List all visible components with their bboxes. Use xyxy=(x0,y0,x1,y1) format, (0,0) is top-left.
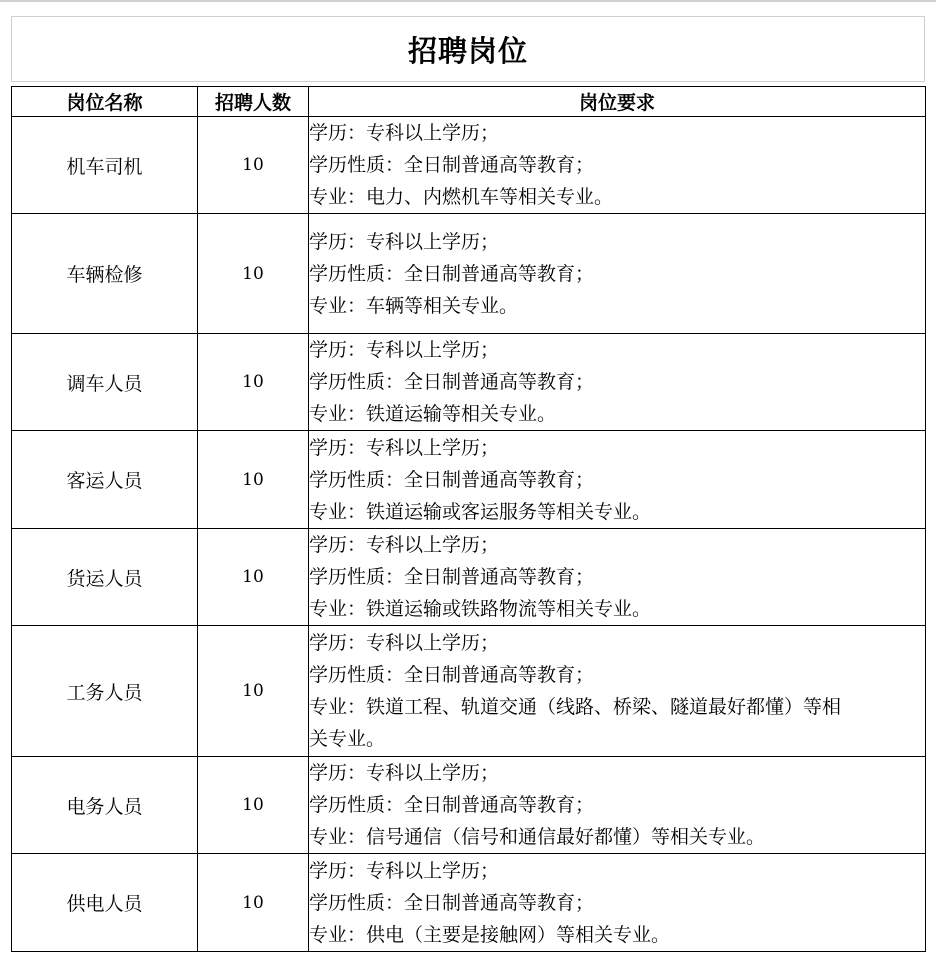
requirement-line: 学历：专科以上学历； xyxy=(309,339,500,361)
headcount-cell: 10 xyxy=(198,854,309,952)
position-name-cell: 客运人员 xyxy=(12,431,198,529)
requirement-line: 专业：铁道运输等相关专业。 xyxy=(309,403,557,425)
table-row xyxy=(12,117,926,214)
header-requirements: 岗位要求 xyxy=(309,87,926,117)
table-row xyxy=(12,626,926,757)
table-row xyxy=(12,334,926,431)
table-row xyxy=(12,854,926,952)
requirement-line: 学历：专科以上学历； xyxy=(309,534,500,556)
header-position-name: 岗位名称 xyxy=(12,87,198,117)
position-name-cell: 电务人员 xyxy=(12,757,198,854)
requirement-line: 专业：铁道运输或铁路物流等相关专业。 xyxy=(309,598,652,620)
requirement-line: 专业：信号通信（信号和通信最好都懂）等相关专业。 xyxy=(309,826,766,848)
requirement-line: 学历性质：全日制普通高等教育； xyxy=(309,154,595,176)
requirement-line: 学历性质：全日制普通高等教育； xyxy=(309,891,595,914)
position-name-cell: 货运人员 xyxy=(12,529,198,626)
page-title: 招聘岗位 xyxy=(407,33,528,68)
headcount-cell: 10 xyxy=(198,529,309,626)
requirement-line: 学历性质：全日制普通高等教育； xyxy=(309,262,595,285)
requirement-line: 专业：铁道工程、轨道交通（线路、桥梁、隧道最好都懂）等相 xyxy=(309,696,842,718)
position-name-cell: 调车人员 xyxy=(12,334,198,431)
headcount-cell: 10 xyxy=(198,117,309,214)
position-name-cell: 车辆检修 xyxy=(12,214,198,334)
recruitment-table xyxy=(11,86,926,952)
requirements-cell xyxy=(309,757,926,854)
title-cell xyxy=(11,16,925,82)
requirement-line: 学历：专科以上学历； xyxy=(309,230,500,253)
table-row xyxy=(12,757,926,854)
requirement-line: 学历：专科以上学历； xyxy=(309,632,500,654)
requirement-line: 学历性质：全日制普通高等教育； xyxy=(309,566,595,588)
requirement-line: 学历：专科以上学历； xyxy=(309,762,500,784)
requirement-line: 关专业。 xyxy=(309,728,386,750)
requirement-line: 专业：车辆等相关专业。 xyxy=(309,294,519,317)
headcount-cell: 10 xyxy=(198,626,309,757)
requirements-cell xyxy=(309,431,926,529)
requirements-cell xyxy=(309,334,926,431)
requirement-line: 学历：专科以上学历； xyxy=(309,859,500,882)
position-name-cell: 供电人员 xyxy=(12,854,198,952)
requirement-line: 学历：专科以上学历； xyxy=(309,122,500,144)
requirements-cell xyxy=(309,854,926,952)
requirements-cell xyxy=(309,214,926,334)
requirements-cell xyxy=(309,117,926,214)
requirement-line: 专业：供电（主要是接触网）等相关专业。 xyxy=(309,923,671,946)
table-row xyxy=(12,529,926,626)
requirements-cell xyxy=(309,529,926,626)
header-headcount: 招聘人数 xyxy=(198,87,309,117)
requirement-line: 专业：铁道运输或客运服务等相关专业。 xyxy=(309,500,652,523)
top-border-line xyxy=(0,0,936,2)
headcount-cell: 10 xyxy=(198,214,309,334)
requirement-line: 专业：电力、内燃机车等相关专业。 xyxy=(309,186,614,208)
table-row xyxy=(12,431,926,529)
position-name-cell: 机车司机 xyxy=(12,117,198,214)
headcount-cell: 10 xyxy=(198,757,309,854)
requirement-line: 学历性质：全日制普通高等教育； xyxy=(309,664,595,686)
headcount-cell: 10 xyxy=(198,431,309,529)
header-row xyxy=(12,87,926,117)
requirement-line: 学历性质：全日制普通高等教育； xyxy=(309,468,595,491)
headcount-cell: 10 xyxy=(198,334,309,431)
requirements-cell xyxy=(309,626,926,757)
requirement-line: 学历：专科以上学历； xyxy=(309,436,500,459)
requirement-line: 学历性质：全日制普通高等教育； xyxy=(309,794,595,816)
position-name-cell: 工务人员 xyxy=(12,626,198,757)
requirement-line: 学历性质：全日制普通高等教育； xyxy=(309,371,595,393)
table-row xyxy=(12,214,926,334)
